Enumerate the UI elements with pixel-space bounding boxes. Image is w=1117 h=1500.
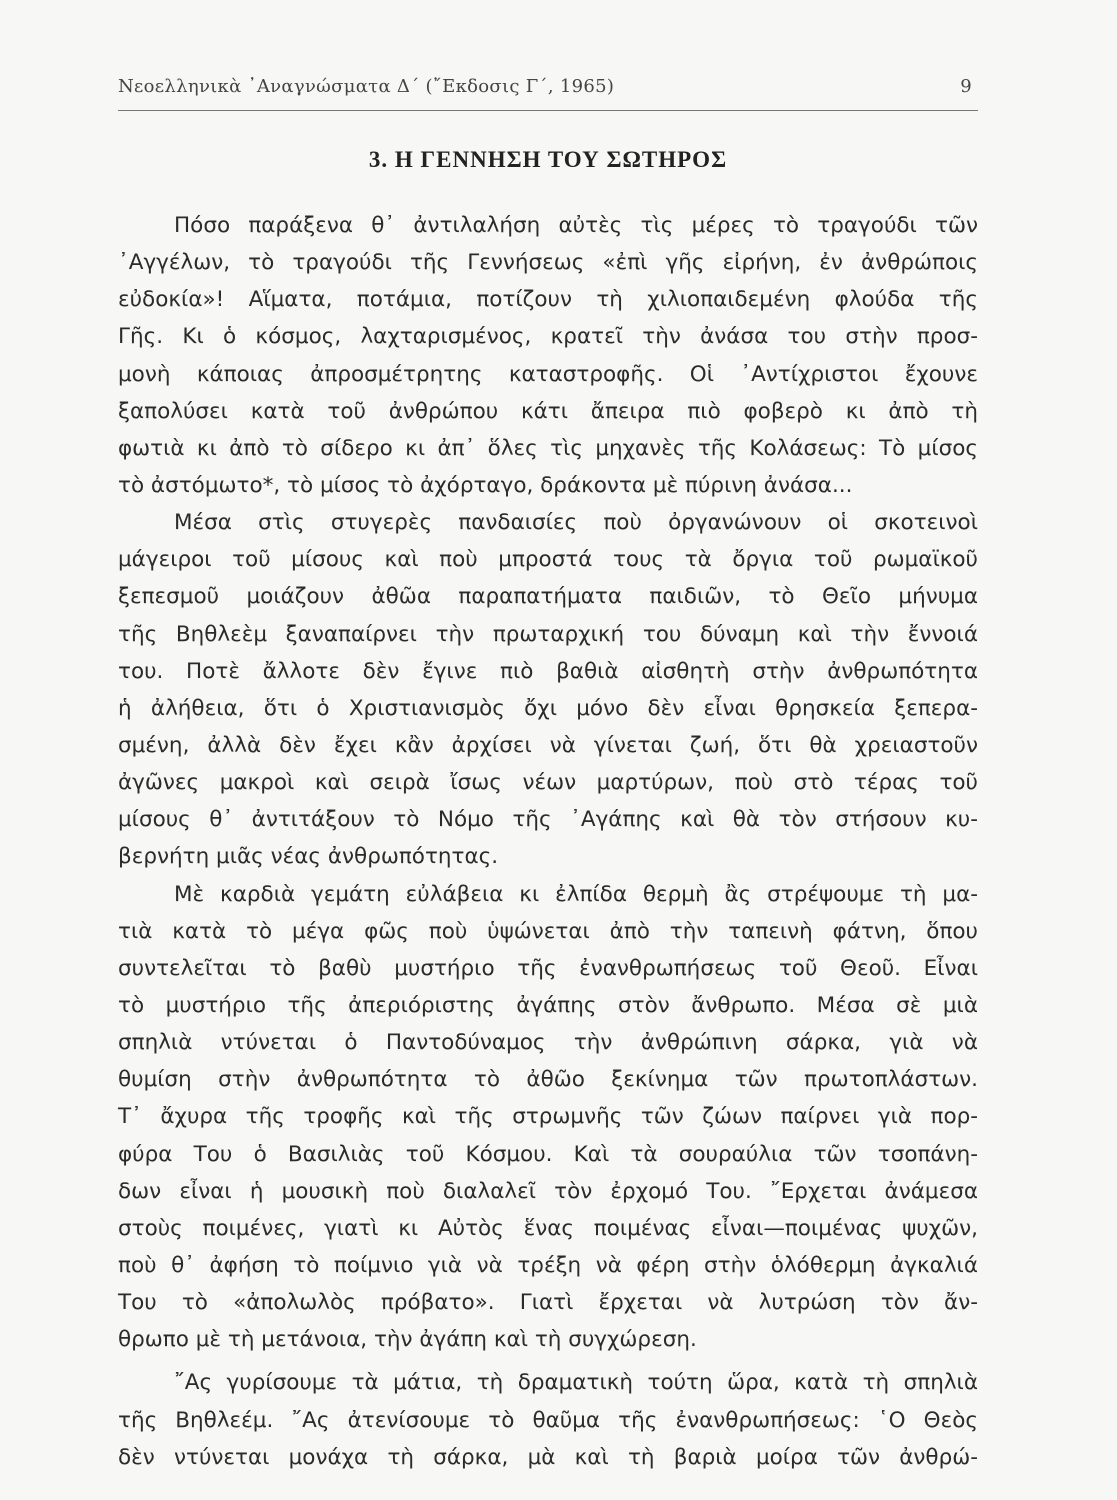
text-line: τῆς Βηθλεὲμ ξαναπαίρνει τὴν πρωταρχική του δύναμη καὶ τὴν ἔννοιά bbox=[118, 621, 978, 647]
text-line: ῎Ας γυρίσουμε τὰ μάτια, τὴ δραματικὴ τούτη ὥρα, κατὰ τὴ σπηλιὰ bbox=[174, 1370, 978, 1396]
text-line: δων εἶναι ἡ μουσικὴ ποὺ διαλαλεῖ τὸν ἐρχομό Του. ῎Ερχεται ἀνάμεσα bbox=[118, 1178, 978, 1204]
text-line: φύρα Του ὁ Βασιλιὰς τοῦ Κόσμου. Καὶ τὰ σουραύλια τῶν τσοπάνη- bbox=[118, 1141, 978, 1167]
text-line: θυμίση στὴν ἀνθρωπότητα τὸ ἀθῶο ξεκίνημα τῶν πρωτοπλάστων. bbox=[118, 1067, 978, 1093]
text-line: τῆς Βηθλεέμ. ῎Ας ἀτενίσουμε τὸ θαῦμα τῆς ἐνανθρωπήσεως: ῾Ο Θεὸς bbox=[118, 1407, 978, 1433]
running-header bbox=[118, 72, 978, 102]
text-line: Μὲ καρδιὰ γεμάτη εὐλάβεια κι ἐλπίδα θερμὴ ἂς στρέψουμε τὴ μα- bbox=[174, 881, 978, 907]
text-line: Μέσα στὶς στυγερὲς πανδαισίες ποὺ ὀργανώνουν οἱ σκοτεινοὶ bbox=[174, 510, 978, 536]
text-line: μίσους θ᾿ ἀντιτάξουν τὸ Νόμο τῆς ᾿Αγάπης καὶ θὰ τὸν στήσουν κυ- bbox=[118, 807, 978, 833]
text-line: ᾿Αγγέλων, τὸ τραγούδι τῆς Γεννήσεως «ἐπὶ γῆς εἰρήνη, ἐν ἀνθρώποις bbox=[118, 250, 978, 276]
text-line: τιὰ κατὰ τὸ μέγα φῶς ποὺ ὑψώνεται ἀπὸ τὴν ταπεινὴ φάτνη, ὅπου bbox=[118, 918, 978, 944]
text-line: ξεπεσμοῦ μοιάζουν ἀθῶα παραπατήματα παιδιῶν, τὸ Θεῖο μήνυμα bbox=[118, 584, 978, 610]
book-page bbox=[118, 0, 978, 1500]
text-line: συντελεῖται τὸ βαθὺ μυστήριο τῆς ἐνανθρωπήσεως τοῦ Θεοῦ. Εἶναι bbox=[118, 955, 978, 981]
text-line: τὸ ἀστόμωτο*, τὸ μίσος τὸ ἀχόρταγο, δράκοντα μὲ πύρινη ἀνάσα... bbox=[118, 472, 853, 498]
page-number: 9 bbox=[960, 76, 972, 97]
text-line: μάγειροι τοῦ μίσους καὶ ποὺ μπροστά τους τὰ ὄργια τοῦ ρωμαϊκοῦ bbox=[118, 547, 978, 573]
text-line: σπηλιὰ ντύνεται ὁ Παντοδύναμος τὴν ἀνθρώπινη σάρκα, γιὰ νὰ bbox=[118, 1030, 978, 1056]
text-line: φωτιὰ κι ἀπὸ τὸ σίδερο κι ἀπ᾿ ὅλες τὶς μηχανὲς τῆς Κολάσεως: Τὸ μίσος bbox=[118, 435, 978, 461]
text-line: σμένη, ἀλλὰ δὲν ἔχει κἂν ἀρχίσει νὰ γίνεται ζωή, ὅτι θὰ χρειαστοῦν bbox=[118, 732, 978, 758]
text-line: του. Ποτὲ ἄλλοτε δὲν ἔγινε πιὸ βαθιὰ αἰσθητὴ στὴν ἀνθρωπότητα bbox=[118, 658, 978, 684]
running-title: Νεοελληνικὰ ᾿Αναγνώσματα Δ΄ (῎Εκδοσις Γ΄, 1965) bbox=[118, 76, 615, 97]
text-line: δὲν ντύνεται μονάχα τὴ σάρκα, μὰ καὶ τὴ βαριὰ μοίρα τῶν ἀνθρώ- bbox=[118, 1444, 978, 1470]
text-line: βερνήτη μιᾶς νέας ἀνθρωπότητας. bbox=[118, 844, 499, 870]
text-line: τὸ μυστήριο τῆς ἀπεριόριστης ἀγάπης στὸν ἄνθρωπο. Μέσα σὲ μιὰ bbox=[118, 992, 978, 1018]
text-line: ξαπολύσει κατὰ τοῦ ἀνθρώπου κάτι ἄπειρα πιὸ φοβερὸ κι ἀπὸ τὴ bbox=[118, 398, 978, 424]
text-line: θρωπο μὲ τὴ μετάνοια, τὴν ἀγάπη καὶ τὴ συγχώρεση. bbox=[118, 1327, 697, 1353]
header-rule bbox=[118, 110, 978, 111]
text-line: μονὴ κάποιας ἀπροσμέτρητης καταστροφῆς. Οἱ ᾿Αντίχριστοι ἔχουνε bbox=[118, 361, 978, 387]
text-line: στοὺς ποιμένες, γιατὶ κι Αὐτὸς ἕνας ποιμένας εἶναι—ποιμένας ψυχῶν, bbox=[118, 1215, 978, 1241]
text-line: Πόσο παράξενα θ᾿ ἀντιλαλήση αὐτὲς τὶς μέρες τὸ τραγούδι τῶν bbox=[174, 213, 978, 238]
chapter-title: 3. Η ΓΕΝΝΗΣΗ ΤΟΥ ΣΩΤΗΡΟΣ bbox=[368, 147, 728, 172]
body-text bbox=[118, 207, 978, 1476]
text-line: Του τὸ «ἀπολωλὸς πρόβατο». Γιατὶ ἔρχεται νὰ λυτρώση τὸν ἄν- bbox=[118, 1290, 978, 1316]
text-line: Γῆς. Κι ὁ κόσμος, λαχταρισμένος, κρατεῖ τὴν ἀνάσα του στὴν προσ- bbox=[118, 324, 978, 350]
text-line: Τ᾿ ἄχυρα τῆς τροφῆς καὶ τῆς στρωμνῆς τῶν ζώων παίρνει γιὰ πορ- bbox=[118, 1104, 978, 1130]
text-line: ἀγῶνες μακροὶ καὶ σειρὰ ἴσως νέων μαρτύρων, ποὺ στὸ τέρας τοῦ bbox=[118, 770, 978, 796]
text-line: ποὺ θ᾿ ἀφήση τὸ ποίμνιο γιὰ νὰ τρέξη νὰ φέρη στὴν ὁλόθερμη ἀγκαλιά bbox=[118, 1252, 978, 1278]
text-line: εὐδοκία»! Αἵματα, ποτάμια, ποτίζουν τὴ χιλιοπαιδεμένη φλούδα τῆς bbox=[118, 287, 978, 313]
text-line: ἡ ἀλήθεια, ὅτι ὁ Χριστιανισμὸς ὄχι μόνο δὲν εἶναι θρησκεία ξεπερα- bbox=[118, 695, 978, 721]
